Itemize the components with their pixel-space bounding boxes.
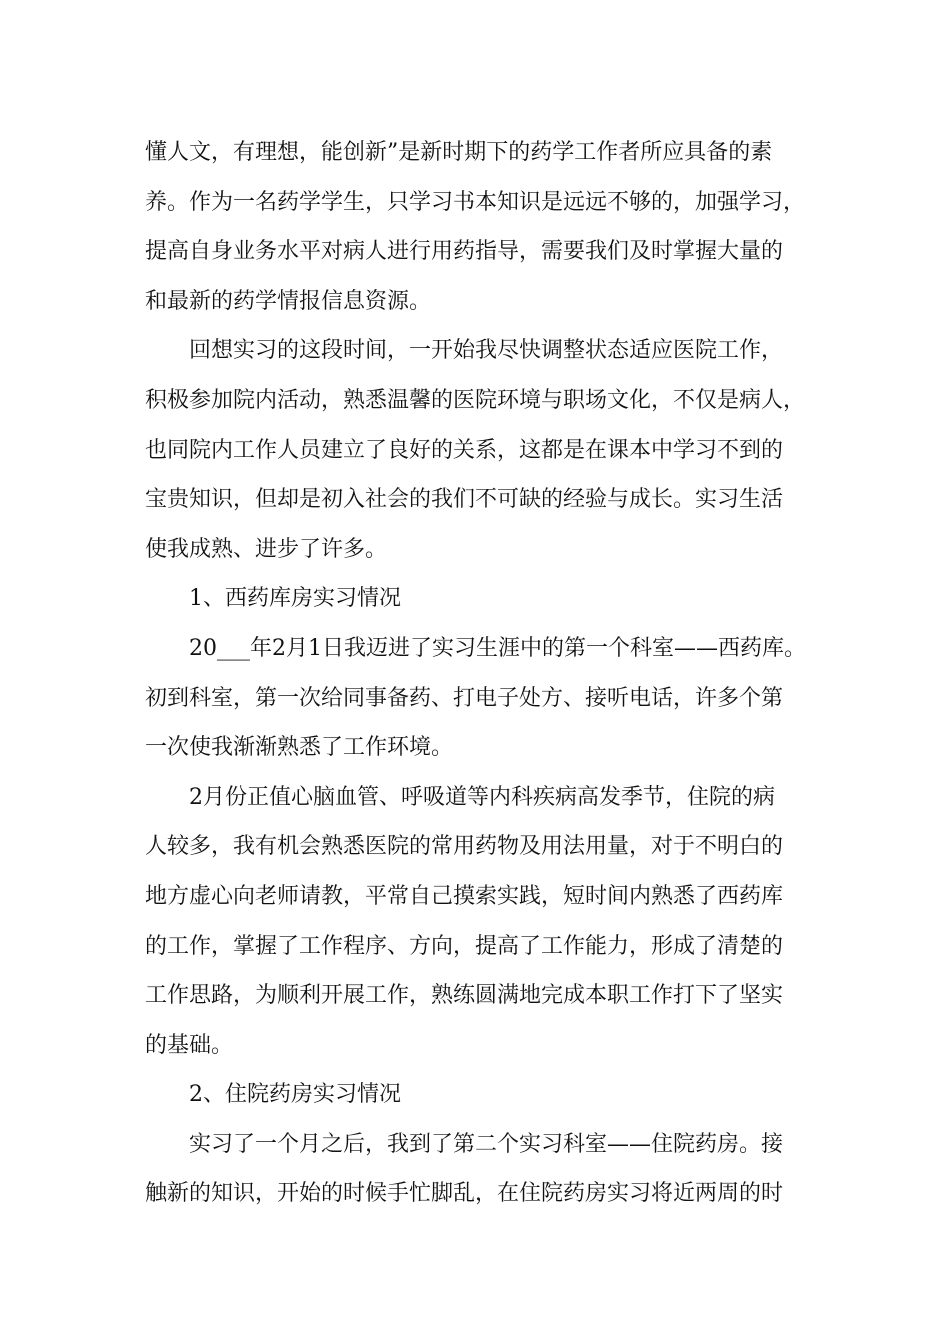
text-line: 使我成熟、进步了许多。 [145,536,388,562]
text-line: 实习了一个月之后，我到了第二个实习科室——住院药房。接 [189,1131,784,1157]
text-line: 养。作为一名药学学生，只学习书本知识是远远不够的，加强学习， [145,189,806,215]
text-line: 20___年2月1日我迈进了实习生涯中的第一个科室——西药库。 [189,635,806,661]
text-line: 一次使我渐渐熟悉了工作环境。 [145,735,454,761]
text-line: 触新的知识，开始的时候手忙脚乱，在住院药房实习将近两周的时 [145,1181,784,1207]
text-line: 提高自身业务水平对病人进行用药指导，需要我们及时掌握大量的 [145,239,784,265]
text-line: 人较多，我有机会熟悉医院的常用药物及用法用量，对于不明白的 [145,834,784,860]
text-line: 宝贵知识，但却是初入社会的我们不可缺的经验与成长。实习生活 [145,487,784,513]
text-line: 的工作，掌握了工作程序、方向，提高了工作能力，形成了清楚的 [145,933,784,959]
text-line: 和最新的药学情报信息资源。 [145,288,432,314]
document-body [145,128,815,1219]
text-line: 2月份正值心脑血管、呼吸道等内科疾病高发季节，住院的病 [189,784,775,810]
text-line: 的基础。 [145,1032,234,1058]
text-line: 懂人文，有理想，能创新”是新时期下的药学工作者所应具备的素 [145,140,773,165]
section-heading: 2、住院药房实习情况 [189,1082,401,1108]
text-line: 初到科室，第一次给同事备药、打电子处方、接听电话，许多个第 [145,685,784,711]
text-line: 回想实习的这段时间，一开始我尽快调整状态适应医院工作， [189,338,784,364]
text-line: 工作思路，为顺利开展工作，熟练圆满地完成本职工作打下了坚实 [145,983,784,1009]
section-heading: 1、西药库房实习情况 [189,586,401,612]
text-line: 地方虚心向老师请教，平常自己摸索实践，短时间内熟悉了西药库 [145,883,784,909]
text-line: 也同院内工作人员建立了良好的关系，这都是在课本中学习不到的 [145,437,784,463]
text-line: 积极参加院内活动，熟悉温馨的医院环境与职场文化，不仅是病人， [145,387,806,413]
